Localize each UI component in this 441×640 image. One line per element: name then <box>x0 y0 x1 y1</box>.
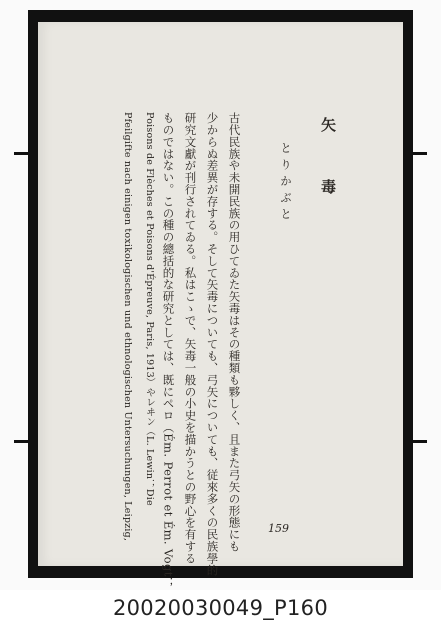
body-line-6: Pfeilgifte nach einigen toxikologischen und ethnologischen Untersuchungen, Leipzig, <box>122 112 133 542</box>
scan-border-left <box>28 10 38 578</box>
body-line-3: 研究文獻が刊行されてゐる。私はこゝで、矢毒一般の小史を描かうとの野心を有する <box>183 112 198 565</box>
chapter-title: 矢 毒 <box>319 117 337 210</box>
body-line-5: Poisons de Flèches et Poisons d'Épreuve, Paris, 1913）やレヰン（L. Lewin；Die <box>144 112 155 506</box>
author-name: とりかぶと <box>279 142 293 225</box>
registration-mark-right-top <box>413 152 427 155</box>
registration-mark-left-top <box>14 152 28 155</box>
registration-mark-right-bottom <box>413 440 427 443</box>
scan-border-bottom <box>28 566 413 578</box>
registration-mark-left-bottom <box>14 440 28 443</box>
scan-border-top <box>28 10 413 22</box>
page-number: 159 <box>268 522 289 535</box>
body-line-1: 古代民族や未開民族の用ひてゐた矢毒はその種類も夥しく、且また弓矢の形態にも <box>227 112 242 553</box>
book-page <box>38 22 403 589</box>
body-line-4: ものではない。この種の總括的な研究としては、既にペロ（Ém. Perrot et Ém. Vogt； <box>161 112 176 589</box>
body-line-2: 少からぬ差異が存する。そして矢毒についても、弓矢についても、従來多くの民族學的 <box>205 112 220 577</box>
archive-identifier: 20020030049_P160 <box>112 596 328 620</box>
scan-border-right <box>403 10 413 578</box>
